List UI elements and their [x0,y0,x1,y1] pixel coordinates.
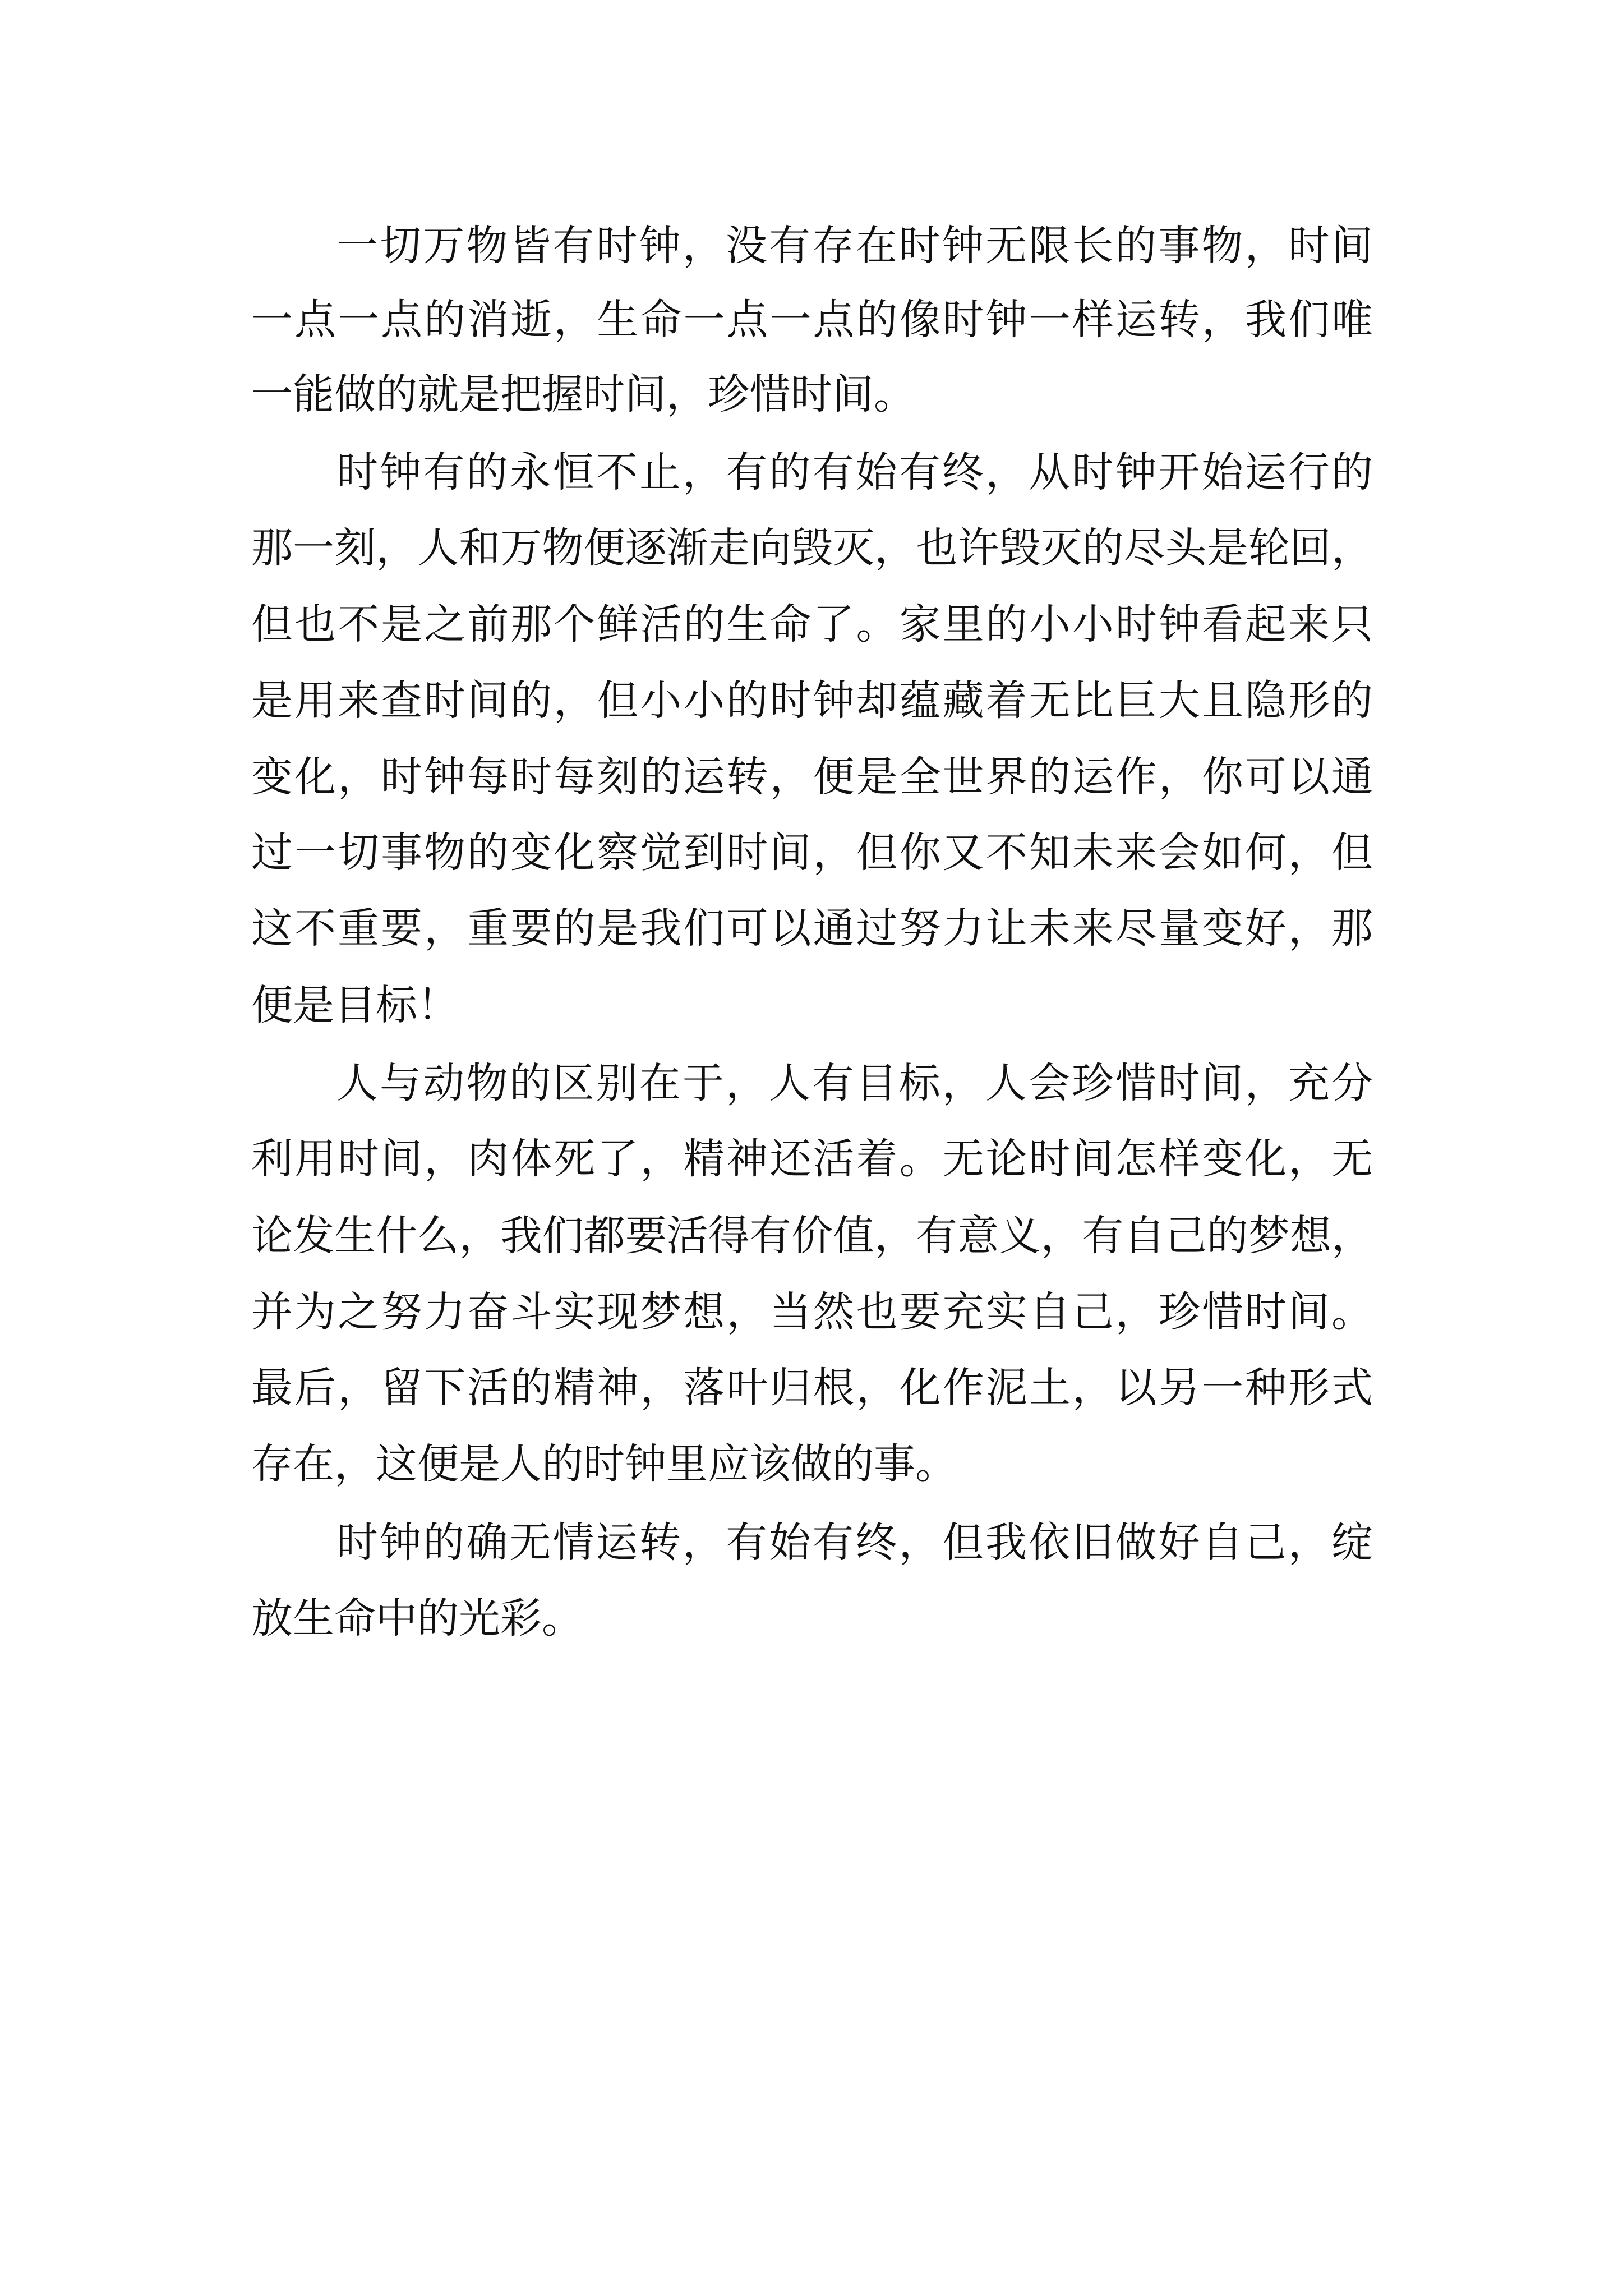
paragraph-3-line-6: 存在，这便是人的时钟里应该做的事。 [251,1440,957,1488]
paragraph-2-line-8: 便是目标！ [251,981,459,1029]
paragraph-2-line-5: 变化，时钟每时每刻的运转，便是全世界的运作，你可以通 [251,753,1373,801]
paragraph-3-line-2: 利用时间，肉体死了，精神还活着。无论时间怎样变化，无 [251,1135,1373,1183]
paragraph-2-line-3: 但也不是之前那个鲜活的生命了。家里的小小时钟看起来只 [251,600,1373,648]
paragraph-3-line-4: 并为之努力奋斗实现梦想，当然也要充实自己，珍惜时间。 [251,1288,1373,1336]
paragraph-2-line-4: 是用来查时间的，但小小的时钟却蕴藏着无比巨大且隐形的 [251,677,1373,725]
paragraph-1-line-3: 一能做的就是把握时间，珍惜时间。 [251,370,915,418]
paragraph-2-line-1: 时钟有的永恒不止，有的有始有终，从时钟开始运行的 [336,448,1373,496]
paragraph-2-line-6: 过一切事物的变化察觉到时间，但你又不知未来会如何，但 [251,829,1373,877]
paragraph-3-line-5: 最后，留下活的精神，落叶归根，化作泥土，以另一种形式 [251,1364,1373,1412]
paragraph-2-line-2: 那一刻，人和万物便逐渐走向毁灭，也许毁灭的尽头是轮回， [251,524,1373,572]
paragraph-1-line-2: 一点一点的消逝，生命一点一点的像时钟一样运转，我们唯 [251,296,1373,344]
paragraph-4-line-2: 放生命中的光彩。 [251,1594,583,1642]
paragraph-1-line-1: 一切万物皆有时钟，没有存在时钟无限长的事物，时间 [336,222,1373,270]
paragraph-3-line-3: 论发生什么，我们都要活得有价值，有意义，有自己的梦想， [251,1212,1373,1260]
paragraph-3-line-1: 人与动物的区别在于，人有目标，人会珍惜时间，充分 [336,1059,1373,1107]
paragraph-4-line-1: 时钟的确无情运转，有始有终，但我依旧做好自己，绽 [336,1519,1373,1567]
paragraph-2-line-7: 这不重要，重要的是我们可以通过努力让未来尽量变好，那 [251,904,1373,953]
